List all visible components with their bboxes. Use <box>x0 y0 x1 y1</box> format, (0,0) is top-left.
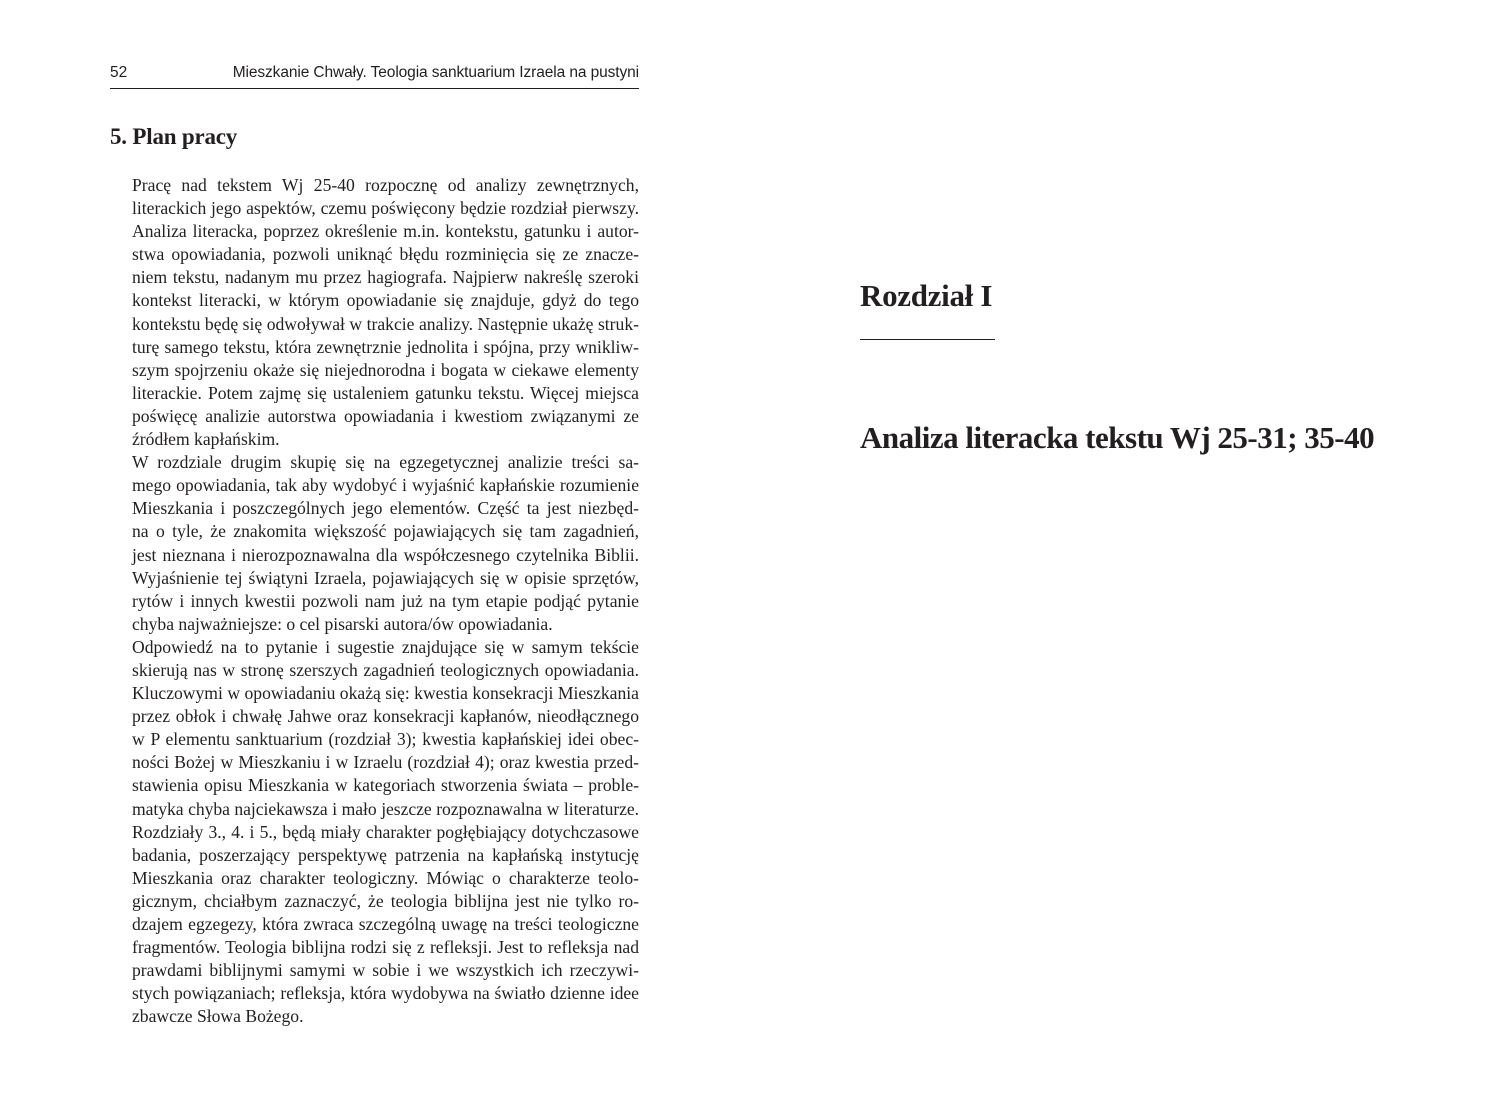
text-line: mego opowiadania, tak aby wydobyć i wyjaśnić kapłańskie rozumienie <box>132 475 639 496</box>
text-line: kontekst literacki, w którym opowiadanie się znajduje, gdyż do tego <box>132 290 639 311</box>
text-line: fragmentów. Teologia biblijna rodzi się z refleksji. Jest to refleksja nad <box>132 937 639 958</box>
body-text <box>110 174 639 1028</box>
text-line: chyba najważniejsze: o cel pisarski autora/ów opowiadania. <box>132 613 553 634</box>
text-line: stwa opowiadania, pozwoli uniknąć błędu rozminięcia się ze znacze- <box>132 244 639 265</box>
text-line: Mieszkania oraz charakter teologiczny. Mówiąc o charakterze teolo- <box>132 867 639 888</box>
text-line: Kluczowymi w opowiadaniu okażą się: kwestia konsekracji Mieszkania <box>132 683 639 704</box>
text-line: poświęcę analizie autorstwa opowiadania i kwestiom związanymi ze <box>132 405 639 426</box>
text-line: zbawcze Słowa Bożego. <box>132 1006 304 1027</box>
text-line: skierują nas w stronę szerszych zagadnień teologicznych opowiadania. <box>132 659 639 680</box>
chapter-title: Analiza literacka tekstu Wj 25-31; 35-40 <box>860 420 1375 455</box>
text-line: ności Bożej w Mieszkaniu i w Izraelu (rozdział 4); oraz kwestia przed- <box>132 752 639 773</box>
chapter-label: Rozdział I <box>860 278 993 313</box>
text-line: gicznym, chciałbym zaznaczyć, że teologia biblijna jest nie tylko ro- <box>132 890 639 911</box>
text-line: jest nieznana i nierozpoznawalna dla współczesnego czytelnika Biblii. <box>132 544 639 565</box>
text-line: Pracę nad tekstem Wj 25-40 rozpocznę od analizy zewnętrznych, <box>132 175 639 195</box>
text-line: stawienia opisu Mieszkania w kategoriach stworzenia świata – proble- <box>132 775 639 796</box>
body-paragraph <box>110 174 639 451</box>
running-head <box>110 62 639 89</box>
body-paragraph <box>110 451 639 636</box>
text-line: Odpowiedź na to pytanie i sugestie znajdujące się w samym tekście <box>132 636 639 657</box>
text-line: Rozdziały 3., 4. i 5., będą miały charakter pogłębiający dotychczasowe <box>132 821 639 842</box>
text-line: szym spojrzeniu okaże się niejednorodna i bogata w ciekawe elementy <box>132 359 639 380</box>
body-paragraph <box>110 636 639 1029</box>
text-line: Analiza literacka, poprzez określenie m.in. kontekstu, gatunku i autor- <box>132 221 639 242</box>
text-line: stych powiązaniach; refleksja, która wydobywa na światło dzienne idee <box>132 983 639 1004</box>
text-line: na o tyle, że znakomita większość pojawiających się tam zagadnień, <box>132 521 639 542</box>
text-line: matyka chyba najciekawsza i mało jeszcze rozpoznawalna w literaturze. <box>132 798 639 819</box>
text-line: źródłem kapłańskim. <box>132 429 280 450</box>
page-number: 52 <box>110 64 128 81</box>
text-line: literackich jego aspektów, czemu poświęcony będzie rozdział pierwszy. <box>132 198 639 219</box>
text-line: w P elementu sanktuarium (rozdział 3); kwestia kapłańskiej idei obec- <box>132 729 639 750</box>
text-line: prawdami biblijnymi samymi w sobie i we wszystkich ich rzeczywi- <box>132 960 639 981</box>
right-page <box>750 0 1500 1115</box>
text-line: przez obłok i chwałę Jahwe oraz konsekracji kapłanów, nieodłącznego <box>132 706 639 727</box>
text-line: W rozdziale drugim skupię się na egzegetycznej analizie treści sa- <box>132 452 639 473</box>
running-title: Mieszkanie Chwały. Teologia sanktuarium Izraela na pustyni <box>232 64 639 81</box>
text-line: turę samego tekstu, która zewnętrznie jednolita i spójna, przy wnikliw- <box>132 336 639 357</box>
text-line: Mieszkania i poszczególnych jego elementów. Część ta jest niezbęd- <box>132 498 639 519</box>
text-line: niem tekstu, nadanym mu przez hagiografa. Najpierw nakreślę szeroki <box>132 267 639 288</box>
text-line: dzajem egzegezy, która zwraca szczególną uwagę na treści teologiczne <box>132 914 639 934</box>
section-heading: 5. Plan pracy <box>110 124 238 149</box>
text-line: rytów i innych kwestii pozwoli nam już na tym etapie podjąć pytanie <box>132 590 639 611</box>
text-line: Wyjaśnienie tej świątyni Izraela, pojawiających się w opisie sprzętów, <box>132 567 639 588</box>
text-line: badania, poszerzający perspektywę patrzenia na kapłańską instytucję <box>132 844 639 865</box>
chapter-rule <box>860 339 995 340</box>
text-line: kontekstu będę się odwoływał w trakcie analizy. Następnie ukażę struk- <box>132 313 639 334</box>
text-line: literackie. Potem zajmę się ustaleniem gatunku tekstu. Więcej miejsca <box>132 382 639 403</box>
